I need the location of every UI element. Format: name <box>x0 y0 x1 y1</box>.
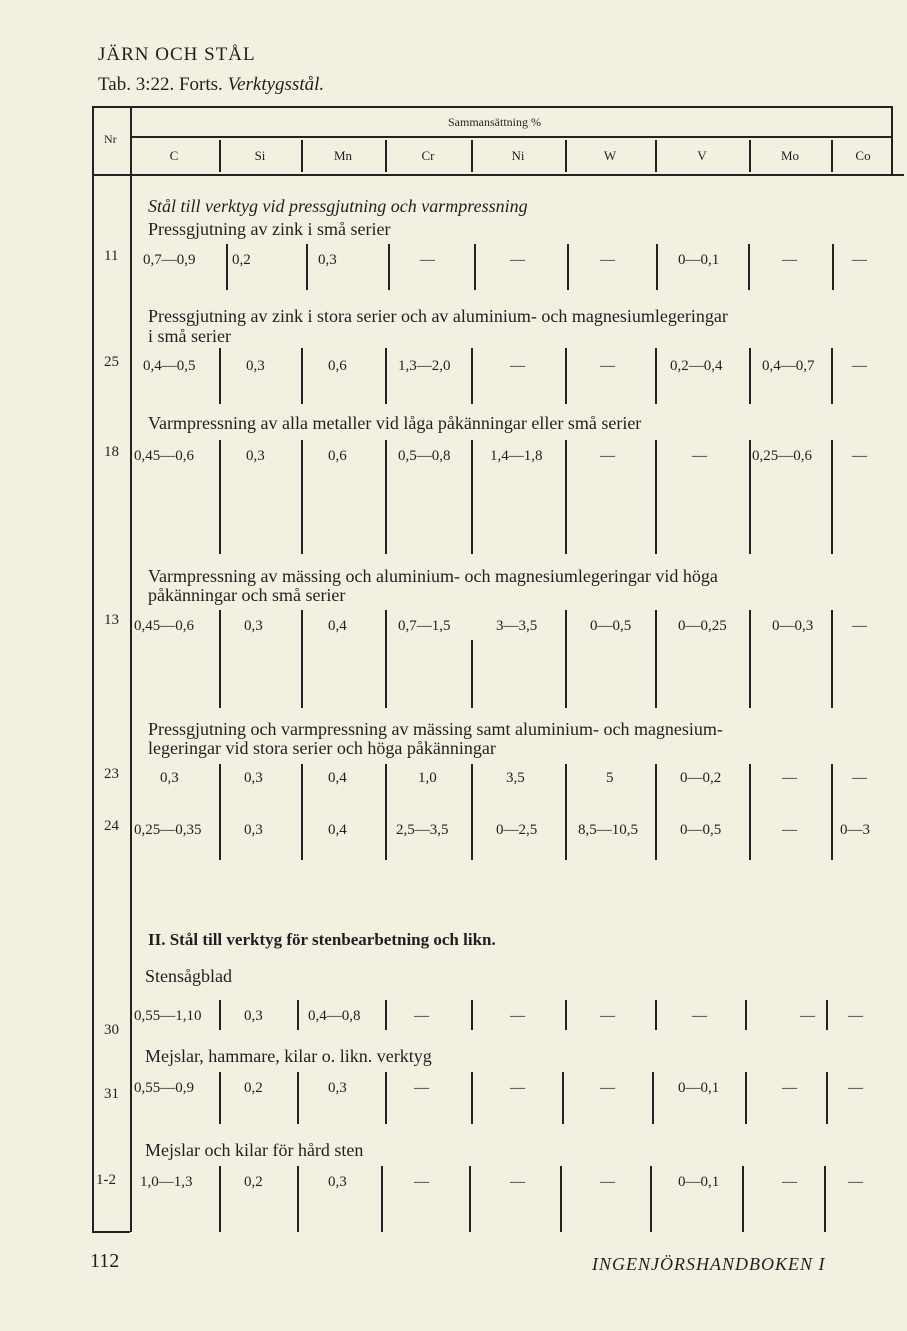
cell-rule <box>385 610 387 708</box>
cell-rule <box>297 1166 299 1232</box>
cell-rule <box>297 1072 299 1124</box>
section-subtitle: påkänningar och små serier <box>148 585 346 605</box>
cell-mo: 0,25—0,6 <box>752 448 812 464</box>
row-nr: 18 <box>104 444 119 460</box>
cell-rule <box>385 1000 387 1030</box>
cell-si: 0,3 <box>244 618 263 634</box>
cell-rule <box>655 440 657 554</box>
table-title: Verktygsstål. <box>227 74 325 95</box>
book-title: INGENJÖRSHANDBOKEN I <box>592 1254 826 1274</box>
cell-w: — <box>600 448 615 464</box>
cell-mn: 0,6 <box>328 358 347 374</box>
cell-mo: — <box>782 1174 797 1190</box>
cell-rule <box>219 348 221 404</box>
cell-v: 0—0,2 <box>680 770 722 786</box>
cell-rule <box>385 348 387 404</box>
cell-cr: 2,5—3,5 <box>396 822 449 838</box>
cell-cr: 0,7—1,5 <box>398 618 451 634</box>
section-subtitle: Mejslar, hammare, kilar o. likn. verktyg <box>145 1046 432 1066</box>
cell-mo: — <box>782 1080 797 1096</box>
col-header-co: Co <box>855 148 871 163</box>
cell-si: 0,3 <box>246 448 265 464</box>
table-top-rule <box>92 106 892 108</box>
col-header-ni: Ni <box>511 148 525 163</box>
cell-co: — <box>852 618 867 634</box>
cell-si: 0,3 <box>244 822 263 838</box>
header-col-rule <box>749 140 751 172</box>
cell-co: 0—3 <box>840 822 870 838</box>
cell-co: — <box>848 1174 863 1190</box>
cell-rule <box>388 244 390 290</box>
cell-si: 0,2 <box>244 1174 263 1190</box>
cell-mn: 0,4—0,8 <box>308 1008 361 1024</box>
cell-ni: — <box>510 358 525 374</box>
cell-rule <box>567 244 569 290</box>
cell-si: 0,3 <box>246 358 265 374</box>
cell-v: 0—0,5 <box>680 822 722 838</box>
cell-mo: — <box>800 1008 815 1024</box>
cell-c: 0,45—0,6 <box>134 448 194 464</box>
cell-v: 0—0,1 <box>678 252 720 268</box>
cell-rule <box>301 764 303 860</box>
cell-rule <box>226 244 228 290</box>
row-nr: 31 <box>104 1086 119 1102</box>
cell-w: 8,5—10,5 <box>578 822 638 838</box>
col-header-c: C <box>169 148 179 163</box>
header-col-rule <box>385 140 387 172</box>
cell-rule <box>745 1000 747 1030</box>
cell-rule <box>749 440 751 554</box>
cell-c: 0,25—0,35 <box>134 822 202 838</box>
cell-c: 0,3 <box>160 770 179 786</box>
table-caption <box>98 74 324 96</box>
cell-mn: 0,4 <box>328 822 347 838</box>
cell-cr: — <box>414 1080 429 1096</box>
cell-rule <box>824 1166 826 1232</box>
cell-rule <box>219 440 221 554</box>
cell-co: — <box>852 448 867 464</box>
cell-cr: 0,5—0,8 <box>398 448 451 464</box>
header-bottom-rule <box>92 174 904 176</box>
section-subtitle: Pressgjutning av zink i stora serier och av aluminium- och magnesiumlegeringar <box>148 306 728 326</box>
row-nr: 24 <box>104 818 119 834</box>
header-col-rule <box>565 140 567 172</box>
cell-rule <box>381 1166 383 1232</box>
header-col-rule <box>831 140 833 172</box>
cell-c: 0,7—0,9 <box>143 252 196 268</box>
row-nr: 1-2 <box>96 1172 116 1188</box>
col-header-si: Si <box>254 148 266 163</box>
cell-w: — <box>600 1174 615 1190</box>
cell-rule <box>655 1000 657 1030</box>
cell-ni: 3,5 <box>506 770 525 786</box>
cell-mn: 0,3 <box>318 252 337 268</box>
cell-rule <box>831 440 833 554</box>
cell-v: — <box>692 448 707 464</box>
nr-header: Nr <box>104 132 117 146</box>
cell-rule <box>565 1000 567 1030</box>
cell-si: 0,3 <box>244 1008 263 1024</box>
cell-mo: 0,4—0,7 <box>762 358 815 374</box>
cell-rule <box>650 1166 652 1232</box>
cell-w: 0—0,5 <box>590 618 632 634</box>
cell-rule <box>652 1072 654 1124</box>
nr-column-rule <box>130 106 132 1232</box>
cell-si: 0,2 <box>232 252 251 268</box>
cell-rule <box>655 764 657 860</box>
cell-c: 0,4—0,5 <box>143 358 196 374</box>
cell-co: — <box>848 1080 863 1096</box>
cell-rule <box>826 1072 828 1124</box>
cell-rule <box>471 1072 473 1124</box>
section-subtitle: Varmpressning av alla metaller vid låga påkänningar eller små serier <box>148 413 642 433</box>
cell-mo: 0—0,3 <box>772 618 814 634</box>
cell-rule <box>831 610 833 708</box>
section-subtitle: Pressgjutning och varmpressning av mässing samt aluminium- och magnesium- <box>148 719 723 739</box>
row-nr: 23 <box>104 766 119 782</box>
cell-si: 0,3 <box>244 770 263 786</box>
header-col-rule <box>471 140 473 172</box>
header-col-rule <box>301 140 303 172</box>
cell-rule <box>748 244 750 290</box>
cell-rule <box>749 348 751 404</box>
cell-rule <box>565 348 567 404</box>
group-header: Sammansättning % <box>448 115 541 129</box>
cell-ni: — <box>510 1008 525 1024</box>
cell-rule <box>832 244 834 290</box>
cell-rule <box>655 610 657 708</box>
cell-rule <box>471 440 473 554</box>
cell-w: 5 <box>606 770 614 786</box>
cell-c: 0,45—0,6 <box>134 618 194 634</box>
cell-v: 0—0,1 <box>678 1080 720 1096</box>
table-left-rule <box>92 106 94 1232</box>
cell-rule <box>385 764 387 860</box>
cell-v: 0—0,25 <box>678 618 727 634</box>
cell-v: 0—0,1 <box>678 1174 720 1190</box>
cell-rule <box>219 1000 221 1030</box>
cell-co: — <box>852 770 867 786</box>
header-col-rule <box>655 140 657 172</box>
cell-rule <box>471 640 473 708</box>
cell-ni: — <box>510 252 525 268</box>
cell-rule <box>385 440 387 554</box>
cell-rule <box>471 348 473 404</box>
cell-rule <box>301 348 303 404</box>
row-nr: 13 <box>104 612 119 628</box>
cell-w: — <box>600 1080 615 1096</box>
section-subtitle: Stensågblad <box>145 966 232 986</box>
col-header-mo: Mo <box>780 148 800 163</box>
cell-rule <box>385 1072 387 1124</box>
cell-c: 0,55—1,10 <box>134 1008 202 1024</box>
cell-ni: 0—2,5 <box>496 822 538 838</box>
cell-rule <box>655 348 657 404</box>
cell-w: — <box>600 358 615 374</box>
cell-rule <box>219 1072 221 1124</box>
cell-mn: 0,3 <box>328 1080 347 1096</box>
cell-mo: — <box>782 822 797 838</box>
cell-cr: 1,0 <box>418 770 437 786</box>
row-nr: 11 <box>104 248 119 264</box>
section-subtitle: legeringar vid stora serier och höga påkänningar <box>148 738 496 758</box>
cell-mn: 0,4 <box>328 770 347 786</box>
cell-cr: — <box>414 1008 429 1024</box>
cell-rule <box>297 1000 299 1030</box>
cell-rule <box>471 1000 473 1030</box>
cell-rule <box>562 1072 564 1124</box>
cell-w: — <box>600 252 615 268</box>
section-heading: JÄRN OCH STÅL <box>98 44 256 65</box>
cell-si: 0,2 <box>244 1080 263 1096</box>
cell-rule <box>469 1166 471 1232</box>
cell-rule <box>749 764 751 860</box>
cell-v: — <box>692 1008 707 1024</box>
cell-mo: — <box>782 770 797 786</box>
cell-rule <box>471 764 473 860</box>
cell-c: 0,55—0,9 <box>134 1080 194 1096</box>
section-title: Stål till verktyg vid pressgjutning och varmpressning <box>148 196 528 216</box>
cell-rule <box>565 440 567 554</box>
table-number: Tab. 3:22. Forts. <box>98 74 223 95</box>
cell-c: 1,0—1,3 <box>140 1174 193 1190</box>
cell-rule <box>301 440 303 554</box>
header-col-rule <box>219 140 221 172</box>
section-subtitle: Pressgjutning av zink i små serier <box>148 219 391 239</box>
cell-mn: 0,3 <box>328 1174 347 1190</box>
cell-rule <box>219 610 221 708</box>
cell-rule <box>219 764 221 860</box>
cell-rule <box>745 1072 747 1124</box>
cell-w: — <box>600 1008 615 1024</box>
nr-bottom-rule <box>92 1231 130 1233</box>
cell-rule <box>474 244 476 290</box>
cell-rule <box>831 348 833 404</box>
cell-co: — <box>848 1008 863 1024</box>
cell-rule <box>826 1000 828 1030</box>
cell-rule <box>565 610 567 708</box>
col-header-mn: Mn <box>333 148 353 163</box>
cell-cr: — <box>420 252 435 268</box>
cell-ni: 3—3,5 <box>496 618 538 634</box>
cell-rule <box>831 764 833 860</box>
col-header-v: V <box>697 148 707 163</box>
cell-rule <box>560 1166 562 1232</box>
cell-cr: — <box>414 1174 429 1190</box>
group-rule <box>130 136 892 138</box>
cell-co: — <box>852 358 867 374</box>
cell-mn: 0,6 <box>328 448 347 464</box>
row-nr: 25 <box>104 354 119 370</box>
col-header-cr: Cr <box>421 148 435 163</box>
section-subtitle: Mejslar och kilar för hård sten <box>145 1140 364 1160</box>
cell-v: 0,2—0,4 <box>670 358 723 374</box>
cell-rule <box>301 610 303 708</box>
cell-cr: 1,3—2,0 <box>398 358 451 374</box>
cell-ni: 1,4—1,8 <box>490 448 543 464</box>
cell-co: — <box>852 252 867 268</box>
section-title: II. Stål till verktyg för stenbearbetning och likn. <box>148 930 496 949</box>
section-subtitle: i små serier <box>148 326 231 346</box>
cell-rule <box>742 1166 744 1232</box>
cell-rule <box>656 244 658 290</box>
cell-mn: 0,4 <box>328 618 347 634</box>
cell-rule <box>565 764 567 860</box>
page-number: 112 <box>90 1250 120 1272</box>
cell-mo: — <box>782 252 797 268</box>
cell-ni: — <box>510 1174 525 1190</box>
cell-rule <box>749 610 751 708</box>
cell-rule <box>306 244 308 290</box>
section-subtitle: Varmpressning av mässing och aluminium- och magnesiumlegeringar vid höga <box>148 566 718 586</box>
col-header-w: W <box>603 148 617 163</box>
cell-ni: — <box>510 1080 525 1096</box>
cell-rule <box>219 1166 221 1232</box>
row-nr: 30 <box>104 1022 119 1038</box>
